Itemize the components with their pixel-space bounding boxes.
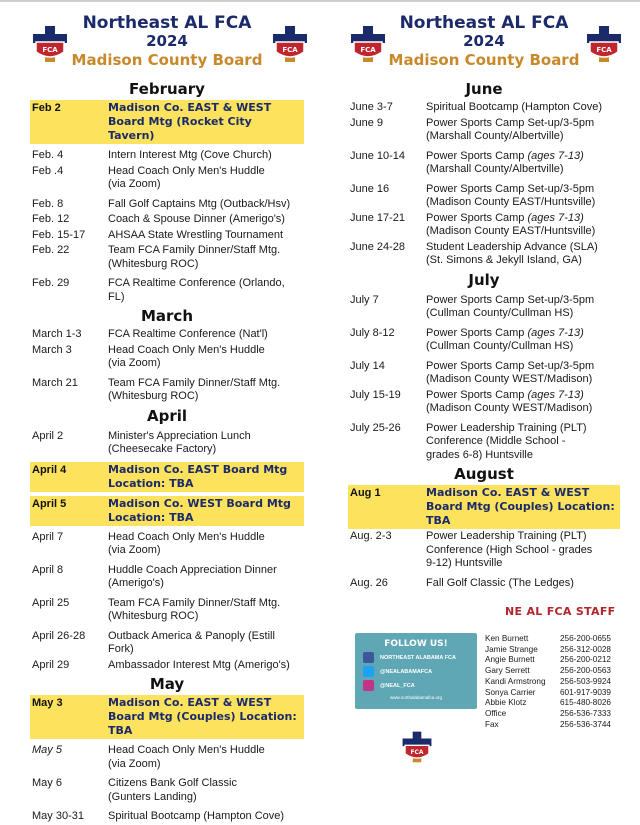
month-heading-april: April xyxy=(146,406,188,425)
event-row: Feb. 12 Coach & Spouse Dinner (Amerigo's) xyxy=(32,213,285,225)
follow-us-box xyxy=(355,633,477,709)
staff-title: NE AL FCA STAFF xyxy=(505,605,616,618)
event-row: April 29 Ambassador Interest Mtg (Amerigo's) xyxy=(32,658,290,671)
event-row: Feb. 29 FCA Realtime Conference (Orlando, FL) xyxy=(32,277,285,303)
event-row: April 7 Head Coach Only Men's Huddle (via Zoom) xyxy=(32,530,265,556)
page-title: Northeast AL FCA xyxy=(82,13,252,33)
event-row: June 24-28 Student Leadership Advance (SLA) (St. Simons & Jekyll Island, GA) xyxy=(350,240,598,266)
event-row: Aug. 26 Fall Golf Classic (The Ledges) xyxy=(350,576,574,589)
event-row: March 21 Team FCA Family Dinner/Staff Mtg. (Whitesburg ROC) xyxy=(32,376,281,402)
event-row: Aug. 2-3 Power Leadership Training (PLT) Conference (High School - grades 9-12) Huntsville xyxy=(350,530,593,569)
page-subtitle: Madison County Board xyxy=(71,51,263,69)
twitter-link[interactable]: @NEALABAMAFCA xyxy=(363,666,477,677)
staff-row: Sonya Carrier 601-917-9039 xyxy=(485,687,611,697)
event-row: May 6 Citizens Bank Golf Classic (Gunters Landing) xyxy=(32,777,237,803)
website-link[interactable]: www.northalabamafca.org xyxy=(389,695,443,700)
event-row: Feb. 22 Team FCA Family Dinner/Staff Mtg. (Whitesburg ROC) xyxy=(32,244,281,270)
event-row: June 3-7 Spiritual Bootcamp (Hampton Cove) xyxy=(350,101,603,113)
staff-row: Fax 256-536-3744 xyxy=(485,719,611,729)
svg-text:FCA: FCA xyxy=(282,46,298,54)
event-row: April 8 Huddle Coach Appreciation Dinner (Amerigo's) xyxy=(32,563,277,589)
month-heading-august: August xyxy=(454,465,514,483)
event-row: July 14 Power Sports Camp Set-up/3-5pm (Madison County WEST/Madison) xyxy=(350,359,595,385)
svg-text:FCA: FCA xyxy=(596,46,612,54)
month-heading-june: June xyxy=(465,80,503,98)
left-column xyxy=(30,2,304,825)
month-heading-july: July xyxy=(468,270,500,289)
staff-row: Ken Burnett 256-200-0655 xyxy=(485,634,611,643)
facebook-link[interactable]: NORTHEAST ALABAMA FCA xyxy=(363,652,477,663)
right-header xyxy=(348,2,620,78)
left-header xyxy=(30,2,304,78)
event-row: June 17-21 Power Sports Camp (ages 7-13) (Madison County EAST/Huntsville) xyxy=(350,211,596,237)
staff-row: Gary Serrett 256-200-0563 xyxy=(485,666,611,676)
staff-list xyxy=(485,634,611,730)
event-row: Feb. 15-17 AHSAA State Wrestling Tournament xyxy=(32,228,284,241)
event-row: Aug 1 Madison Co. EAST & WEST Board Mtg (Couples) Location: TBA xyxy=(348,485,620,529)
event-row: July 8-12 Power Sports Camp (ages 7-13) (Cullman County/Cullman HS) xyxy=(350,326,584,352)
event-row: April 5 Madison Co. WEST Board Mtg Location: TBA xyxy=(30,496,304,526)
month-heading-march: March xyxy=(140,307,194,325)
event-row: March 3 Head Coach Only Men's Huddle (via Zoom) xyxy=(32,343,265,369)
event-row: April 2 Minister's Appreciation Lunch (Cheesecake Factory) xyxy=(32,429,251,455)
month-heading-may: May xyxy=(149,675,185,693)
facebook-icon xyxy=(363,652,374,663)
event-row: May 30-31 Spiritual Bootcamp (Hampton Cove) xyxy=(32,810,285,822)
follow-title: FOLLOW US! xyxy=(384,639,448,649)
staff-row: Kandi Armstrong 256-503-9924 xyxy=(485,676,611,686)
page-subtitle: Madison County Board xyxy=(388,51,580,69)
event-row: April 26-28 Outback America & Panoply (Estill Fork) xyxy=(32,629,275,655)
instagram-link[interactable]: @NEAL_FCA xyxy=(363,680,477,691)
fca-logo-icon xyxy=(400,730,434,764)
event-row: Feb. 8 Fall Golf Captains Mtg (Outback/Hsv) xyxy=(32,197,291,210)
event-row: July 25-26 Power Leadership Training (PLT) Conference (Middle School - grades 6-8) Huntsville xyxy=(350,421,587,461)
event-row: April 4 Madison Co. EAST Board Mtg Location: TBA xyxy=(30,462,304,492)
staff-row: Office 256-536-7333 xyxy=(485,708,611,718)
event-row: July 15-19 Power Sports Camp (ages 7-13) (Madison County WEST/Madison) xyxy=(350,388,593,414)
event-row: Feb .4 Head Coach Only Men's Huddle (via Zoom) xyxy=(32,164,265,190)
month-heading-february: February xyxy=(129,80,205,98)
svg-text:FCA: FCA xyxy=(360,46,376,54)
right-column xyxy=(348,2,620,591)
page-title: Northeast AL FCA xyxy=(399,13,569,33)
event-row: Feb 2 Madison Co. EAST & WEST Board Mtg (Rocket City Tavern) xyxy=(30,100,304,144)
event-row: April 25 Team FCA Family Dinner/Staff Mtg. (Whitesburg ROC) xyxy=(32,596,281,622)
svg-text:FCA: FCA xyxy=(42,46,58,54)
event-row: Feb. 4 Intern Interest Mtg (Cove Church) xyxy=(32,149,272,161)
event-row: June 9 Power Sports Camp Set-up/3-5pm (Marshall County/Albertville) xyxy=(350,116,595,142)
event-row: March 1-3 FCA Realtime Conference (Nat'l) xyxy=(32,328,268,340)
page-year: 2024 xyxy=(463,32,505,50)
event-row: May 5 Head Coach Only Men's Huddle (via Zoom) xyxy=(32,744,265,770)
event-row: July 7 Power Sports Camp Set-up/3-5pm (Cullman County/Cullman HS) xyxy=(350,293,595,319)
event-row: June 16 Power Sports Camp Set-up/3-5pm (Madison County EAST/Huntsville) xyxy=(350,182,596,208)
event-row: May 3 Madison Co. EAST & WEST Board Mtg (Couples) Location: TBA xyxy=(30,695,304,739)
page-year: 2024 xyxy=(146,32,188,50)
staff-row: Jamie Strange 256-312-0028 xyxy=(485,644,611,654)
staff-row: Abbie Klotz 615-480-8026 xyxy=(485,698,611,708)
event-row: June 10-14 Power Sports Camp (ages 7-13) (Marshall County/Albertville) xyxy=(350,149,584,175)
instagram-icon xyxy=(363,680,374,691)
staff-row: Angie Burnett 256-200-0212 xyxy=(485,655,611,665)
svg-text:FCA: FCA xyxy=(410,748,424,756)
twitter-icon xyxy=(363,666,374,677)
